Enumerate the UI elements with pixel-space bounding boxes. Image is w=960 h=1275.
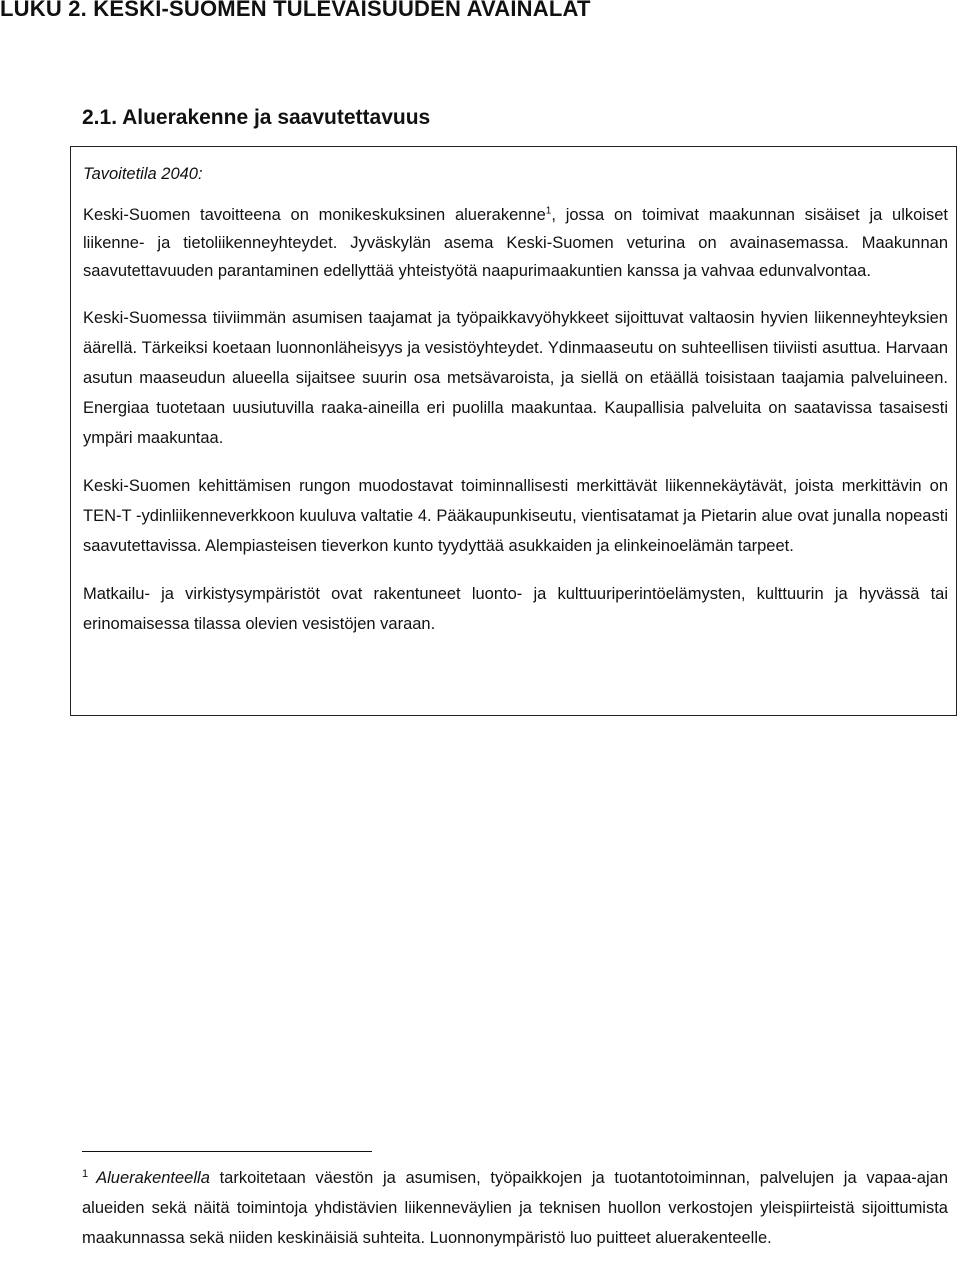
footnote-separator xyxy=(82,1151,372,1152)
paragraph-transport-corridors: Keski-Suomen kehittämisen rungon muodostavat toiminnallisesti merkittävät liikennekäytävät, joista merkittävin on TEN-T -ydinliikenneverkkoon kuuluva valtatie 4. Pääkaupunkiseutu, vientisatamat ja Pietarin alue ovat junalla nopeasti saavutettavissa. Alempiasteisen tieverkon kunto tyydyttää asukkaiden ja elinkeinoelämän tarpeet. xyxy=(83,477,948,555)
footnote-term: Aluerakenteella xyxy=(96,1169,210,1187)
paragraph-text: , jossa on toimivat maakunnan sisäiset ja ulkoiset liikenne- ja tietoliikenneyhteydet. Jyväskylän asema Keski-Suomen veturina on avainasemassa. Maakunnan saavutettavuuden parantaminen edellyttää yhteistyötä naapurimaakuntien kanssa ja vahvaa edunvalvontaa. xyxy=(83,206,948,280)
paragraph-settlement: Keski-Suomessa tiiviimmän asumisen taajamat ja työpaikkavyöhykkeet sijoittuvat valtaosin hyvien liikenneyhteyksien äärellä. Tärkeiksi koetaan luonnonläheisyys ja vesistöyhteydet. Ydinmaaseutu on suhteellisen tiiviisti asuttua. Harvaan asutun maaseudun alueella sijaitsee suurin osa metsävaroista, ja siellä on etäällä toisistaan taajamia palveluineen. Energiaa tuotetaan uusiutuvilla raaka-aineilla eri puolilla maakuntaa. Kaupallisia palveluita on saatavissa tasaisesti ympäri maakuntaa. xyxy=(83,309,948,447)
paragraph-tourism: Matkailu- ja virkistysympäristöt ovat rakentuneet luonto- ja kulttuuriperintöelämysten, kulttuurin ja hyvässä tai erinomaisessa tilassa olevien vesistöjen varaan. xyxy=(83,585,948,633)
goal-state-box xyxy=(70,146,957,716)
footnote-reference[interactable]: 1 xyxy=(545,205,552,217)
chapter-title: LUKU 2. KESKI-SUOMEN TULEVAISUUDEN AVAINALAT xyxy=(0,0,591,21)
paragraph-regional-structure xyxy=(83,201,948,285)
footnote-text: tarkoitetaan väestön ja asumisen, työpaikkojen ja tuotantotoiminnan, palvelujen ja vapaa-ajan alueiden sekä näitä toimintoja yhdistävien liikenneväylien ja teknisen huollon verkostojen yleispiirteistä sijoittumista maakunnassa sekä niiden keskinäisiä suhteita. Luonnonympäristö luo puitteet aluerakenteelle. xyxy=(82,1169,948,1247)
section-title: 2.1. Aluerakenne ja saavutettavuus xyxy=(82,106,431,129)
goal-state-heading: Tavoitetila 2040: xyxy=(83,165,203,183)
paragraph-text: Keski-Suomen tavoitteena on monikeskuksinen aluerakenne xyxy=(83,206,546,224)
footnote-number: 1 xyxy=(82,1167,89,1180)
footnote xyxy=(82,1163,948,1253)
